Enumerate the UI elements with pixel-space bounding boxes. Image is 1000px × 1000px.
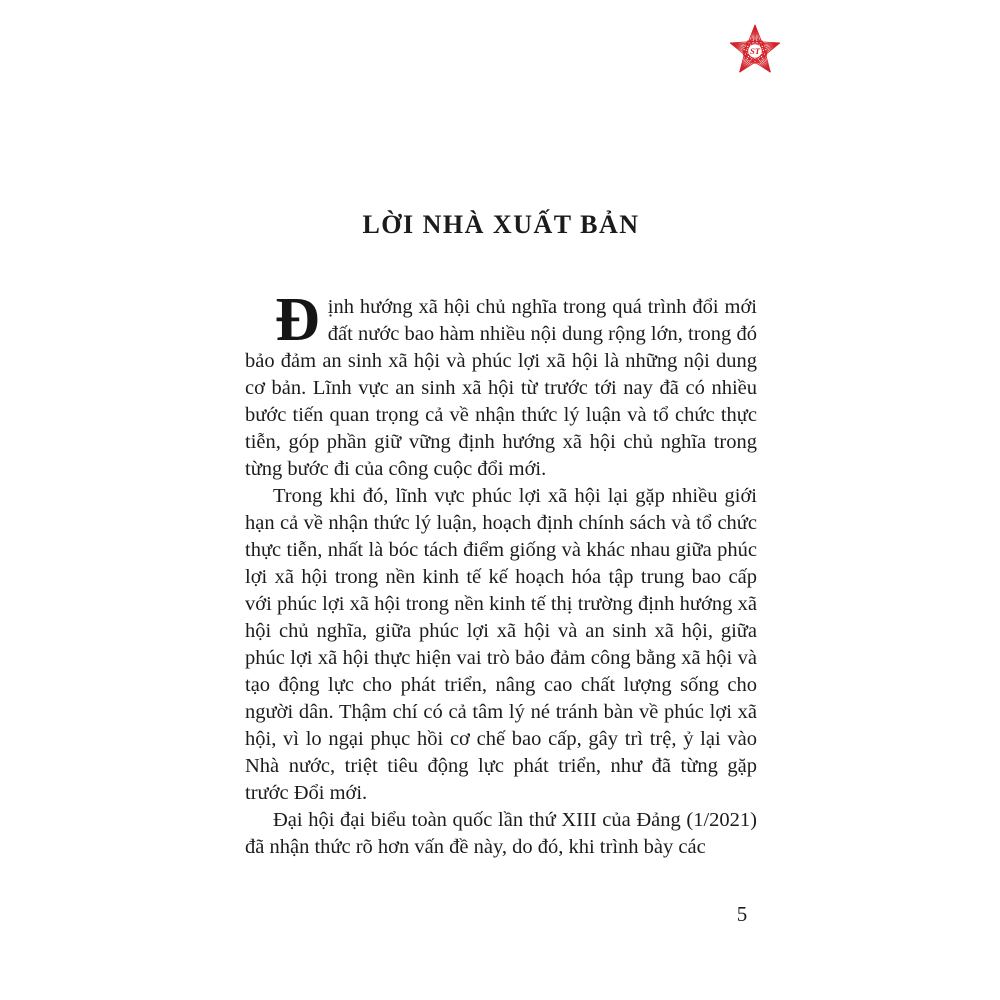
body-text-block: [245, 286, 757, 861]
publisher-star-logo: [726, 22, 784, 80]
paragraph-3: Đại hội đại biểu toàn quốc lần thứ XIII của Đảng (1/2021) đã nhận thức rõ hơn vấn đề này, do đó, khi trình bày các: [245, 809, 757, 858]
drop-cap: Đ: [275, 286, 320, 354]
page-number: 5: [736, 902, 748, 926]
paragraph-1-text: ịnh hướng xã hội chủ nghĩa trong quá trình đổi mới đất nước bao hàm nhiều nội dung rộng lớn, trong đó bảo đảm an sinh xã hội và phúc lợi xã hội là những nội dung cơ bản. Lĩnh vực an sinh xã hội từ trước tới nay đã có nhiều bước tiến quan trọng cả về nhận thức lý luận và tổ chức thực tiễn, góp phần giữ vững định hướng xã hội chủ nghĩa trong từng bước đi của công cuộc đổi mới.: [245, 296, 757, 480]
logo-monogram: ST: [749, 46, 761, 57]
page-title: LỜI NHÀ XUẤT BẢN: [362, 210, 640, 239]
paragraph-2: Trong khi đó, lĩnh vực phúc lợi xã hội lại gặp nhiều giới hạn cả về nhận thức lý luận, hoạch định chính sách và tổ chức thực tiễn, nhất là bóc tách điểm giống và khác nhau giữa phúc lợi xã hội trong nền kinh tế kế hoạch hóa tập trung bao cấp với phúc lợi xã hội trong nền kinh tế thị trường định hướng xã hội chủ nghĩa, giữa phúc lợi xã hội và an sinh xã hội, giữa phúc lợi xã hội thực hiện vai trò bảo đảm công bằng xã hội và tạo động lực cho phát triển, nâng cao chất lượng sống cho người dân. Thậm chí có cả tâm lý né tránh bàn về phúc lợi xã hội, vì lo ngại phục hồi cơ chế bao cấp, gây trì trệ, ỷ lại vào Nhà nước, triệt tiêu động lực phát triển, như đã từng gặp trước Đổi mới.: [245, 485, 757, 804]
paragraph-1: [245, 286, 757, 483]
